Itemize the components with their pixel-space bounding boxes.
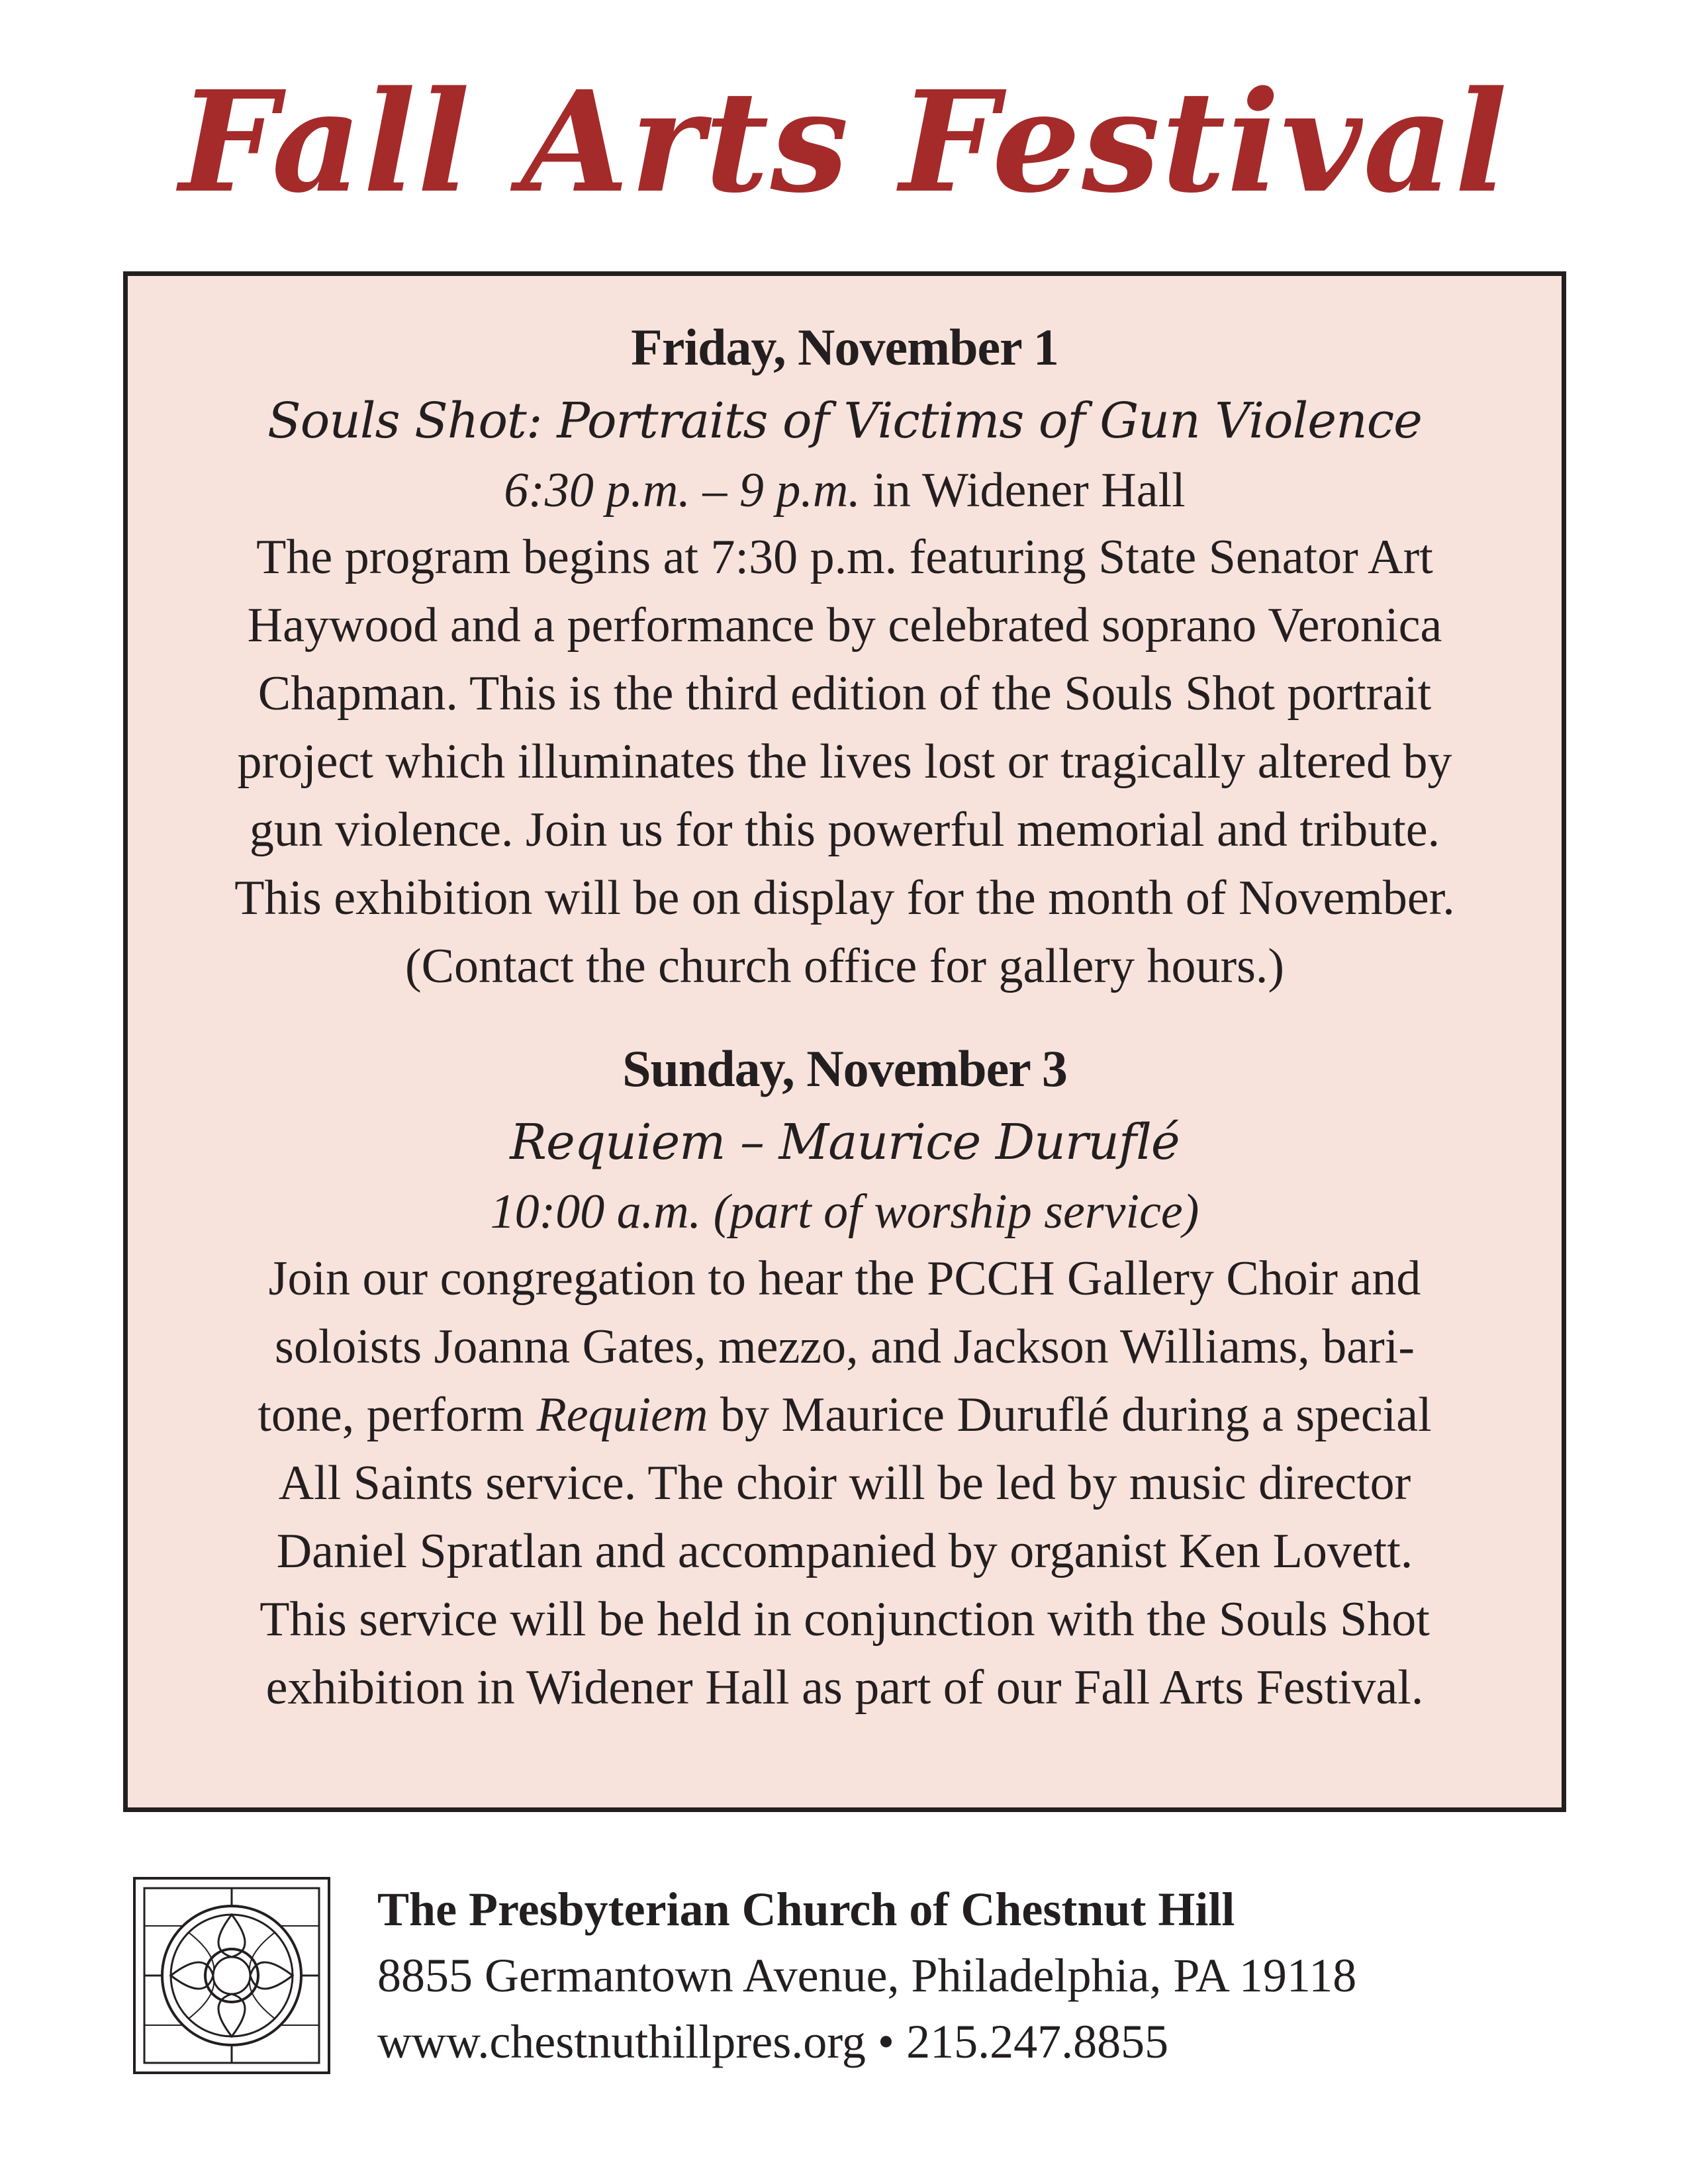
description-line: gun violence. Join us for this powerful memorial and tribute.	[249, 803, 1440, 857]
description-fragment: tone, perform	[258, 1388, 537, 1442]
church-contact: www.chestnuthillpres.org • 215.247.8855	[377, 2015, 1169, 2068]
description-line: This exhibition will be on display for the month of November.	[234, 871, 1455, 925]
event-description	[128, 523, 1562, 1001]
event-time-location: in Widener Hall	[860, 463, 1186, 518]
event-time-hours: 6:30 p.m. – 9 p.m.	[504, 463, 861, 518]
event-date: Sunday, November 3	[622, 1040, 1067, 1097]
event-time	[128, 1179, 1562, 1245]
description-line: project which illuminates the lives lost or tragically altered by	[237, 735, 1452, 789]
description-line: Haywood and a performance by celebrated soprano Veronica	[247, 598, 1442, 653]
description-line: Chapman. This is the third edition of the Souls Shot portrait	[258, 666, 1432, 721]
event-time-hours: 10:00 a.m. (part of worship service)	[490, 1185, 1199, 1239]
description-line: All Saints service. The choir will be led by music director	[278, 1456, 1411, 1510]
event-box	[123, 271, 1566, 1812]
description-line: soloists Joanna Gates, mezzo, and Jackson Williams, bari-	[275, 1320, 1415, 1374]
description-line: exhibition in Widener Hall as part of our Fall Arts Festival.	[265, 1661, 1424, 1715]
event-time	[128, 457, 1562, 523]
church-address: 8855 Germantown Avenue, Philadelphia, PA 19118	[377, 1949, 1357, 2002]
description-line: Join our congregation to hear the PCCH Gallery Choir and	[268, 1251, 1421, 1306]
event-sunday	[128, 1036, 1562, 1722]
description-line: This service will be held in conjunction with the Souls Shot	[259, 1592, 1430, 1647]
event-friday	[128, 314, 1562, 1001]
event-date: Friday, November 1	[631, 318, 1058, 376]
church-footer	[132, 1876, 1569, 2095]
event-description	[128, 1245, 1562, 1722]
church-name: The Presbyterian Church of Chestnut Hill	[377, 1883, 1235, 1936]
description-fragment: by Maurice Duruflé during a special	[708, 1388, 1432, 1442]
description-line: The program begins at 7:30 p.m. featuring State Senator Art	[256, 530, 1433, 584]
description-line: Daniel Spratlan and accompanied by organist Ken Lovett.	[276, 1524, 1413, 1578]
festival-title: Fall Arts Festival	[179, 60, 1509, 224]
description-line	[167, 1381, 1522, 1449]
event-title: Souls Shot: Portraits of Victims of Gun Violence	[267, 392, 1422, 449]
event-title: Requiem – Maurice Duruflé	[510, 1114, 1180, 1171]
church-window-icon	[132, 1876, 331, 2075]
requiem-italic: Requiem	[536, 1388, 708, 1442]
description-line: (Contact the church office for gallery hours.)	[404, 939, 1285, 993]
